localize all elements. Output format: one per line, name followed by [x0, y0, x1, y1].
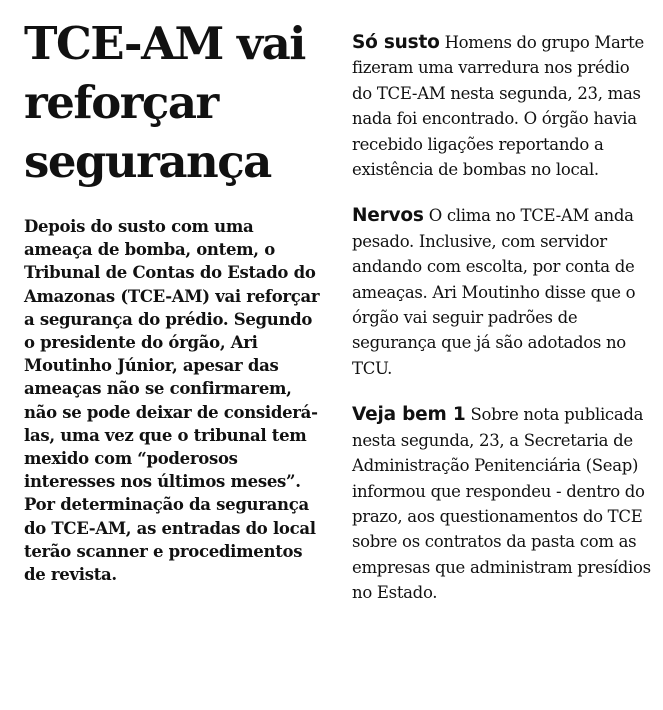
note-nervos	[352, 203, 652, 381]
note-veja-bem-1	[352, 402, 652, 605]
main-article	[24, 14, 326, 586]
note-text: Sobre nota publicada nesta segunda, 23, a Secretaria de Administração Penitenciária (Seap) informou que respondeu - dentro do prazo, aos questionamentos do TCE sobre os contratos da pasta com as empresas que administram presídios no Estado.	[352, 405, 651, 603]
note-kicker: Veja bem 1	[352, 404, 466, 426]
note-kicker: Nervos	[352, 205, 424, 227]
article-headline: TCE-AM vai reforçar segurança	[24, 17, 305, 188]
note-so-susto	[352, 30, 652, 182]
note-text: Homens do grupo Marte fizeram uma varredura nos prédio do TCE-AM nesta segunda, 23, mas nada foi encontrado. O órgão havia recebido ligações reportando a existência de bombas no local.	[352, 33, 644, 180]
note-text: O clima no TCE-AM anda pesado. Inclusive, com servidor andando com escolta, por conta de ameaças. Ari Moutinho disse que o órgão vai seguir padrões de segurança que já são adotados no TCU.	[352, 206, 636, 378]
note-kicker: Só susto	[352, 32, 440, 53]
notes-column	[352, 30, 652, 627]
article-lead: Depois do susto com uma ameaça de bomba, ontem, o Tribunal de Contas do Estado do Amazonas (TCE-AM) vai reforçar a segurança do prédio. Segundo o presidente do órgão, Ari Moutinho Júnior, apesar das ameaças não se confirmarem, não se pode deixar de considerá-las, uma vez que o tribunal tem mexido com “poderosos interesses nos últimos meses”. Por determinação da segurança do TCE-AM, as entradas do local terão scanner e procedimentos de revista.	[24, 217, 320, 585]
